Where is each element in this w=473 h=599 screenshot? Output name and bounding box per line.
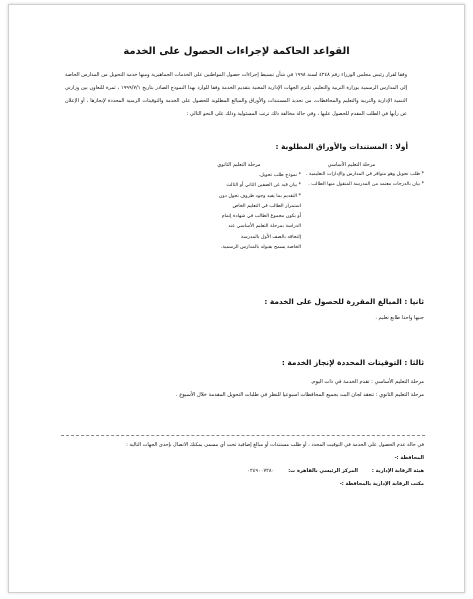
list-item: أو بكون مجموع الطالب في شهادة إتمام [221, 214, 301, 220]
list-item: * بيان بالدرجات معتمد من المدرسة المنقول منها الطالب . [308, 182, 424, 188]
intro-paragraph: وفقا لقرار رئيس مجلس الوزراء رقم ٤٢٤٨ لسنة ١٩٩٨ في شأن تبسيط إجراءات حصول المواطنين على الخدمات الجماهيرية ومنها خدمة التحويل من المدارس الخاصة إلى المدارس الرسمية بوزارة التربية والتعليم، تلتزم الجهات الإدارية المعنية بتقديم الخدمة وفقا للوارد بهذا النموذج الصادر بتاريخ ١٩٩٩/٧/١ ، ثمرة للتعاون بين وزارتي التنمية الإدارية والتربية والتعليم والمحافظات، من تحديد المستندات والأوراق والمبالغ المطلوبة للحصول على الخدمة والتوقيتات الزمنية المحددة لإنجازها ، أو الإعلان عن رأيها في الطلب المقدم للحصول عليها ، وفي حالة مخالفة ذلك ترتب المسئولية وذلك على النحو التالي : [65, 72, 407, 117]
list-item: إلتحاقه بالصف الأول بالمدرسة [241, 234, 301, 240]
list-item: * بيان قيد عن الصفين الثاني أو الثالث [226, 183, 301, 189]
footer-divider [61, 435, 425, 436]
list-item: * نموذج طلب تحويل. [258, 173, 301, 178]
section2-heading: ثانيا : المبالغ المقررة للحصول على الخدمة : [264, 297, 424, 306]
list-item: مرحلة التعليم الثانوي : تنعقد لجان البت بجميع المحافظات اسبوعيا للنظر في طلبات التحويل المقدمة خلال الأسبوع . [175, 392, 424, 398]
document-page [8, 4, 465, 593]
page-title: القواعد الحاكمة لإجراءات الحصول على الخدمة [123, 46, 350, 57]
list-item: * التقديم بما يفيد وجود ظروف تحول دون [218, 193, 301, 199]
governorate-label: المحافظة :- [394, 455, 424, 461]
list-item: استمرار الطالب في التعليم الخاص [232, 203, 301, 209]
list-item: مرحلة التعليم الأساسي : تقدم الخدمة في ذات اليوم. [310, 379, 424, 385]
list-item: الدراسة بمرحلة التعليم الأساسي عند [228, 224, 301, 230]
secondary-stage-subtitle: مرحلة التعليم الثانوي [217, 162, 261, 168]
basic-stage-subtitle: مرحلة التعليم الأساسي [327, 162, 376, 168]
section1-heading: أولا : المستندات والأوراق المطلوبة : [275, 142, 408, 151]
list-item: * طلب تحويل وهو متوافر في المدارس والإدارات التعليمية . [305, 172, 424, 177]
timing-list [94, 376, 424, 402]
hq-label: المركز الرئيسي بالقاهرة ت: [288, 468, 358, 474]
footer [59, 439, 424, 491]
footer-note: في حالة عدم الحصول على الخدمة في التوقيت المحدد ، أو طلب مستندات أو مبالغ إضافية تحت أي مسمى يمكنك الاتصال بإحدى الجهات التالية : [126, 442, 424, 448]
admin-authority-label: هيئة الرقابة الإدارية : [371, 468, 424, 474]
contact-row [59, 465, 424, 478]
secondary-stage-list [207, 171, 301, 253]
fees-text: جنيها واحدا طابع تعليم . [375, 315, 424, 321]
section3-heading: ثالثا : التوقيتات المحددة لإنجاز الخدمة : [281, 358, 424, 367]
list-item: الخاصة يسمح بقبوله بالمدارس الرسمية. [220, 245, 301, 251]
governorate-office-label: مكتب الرقابة الإدارية بالمحافظة :- [339, 481, 424, 487]
hq-phone: ٠٢٤٩٠٠٧٢٨٠ [247, 468, 275, 474]
